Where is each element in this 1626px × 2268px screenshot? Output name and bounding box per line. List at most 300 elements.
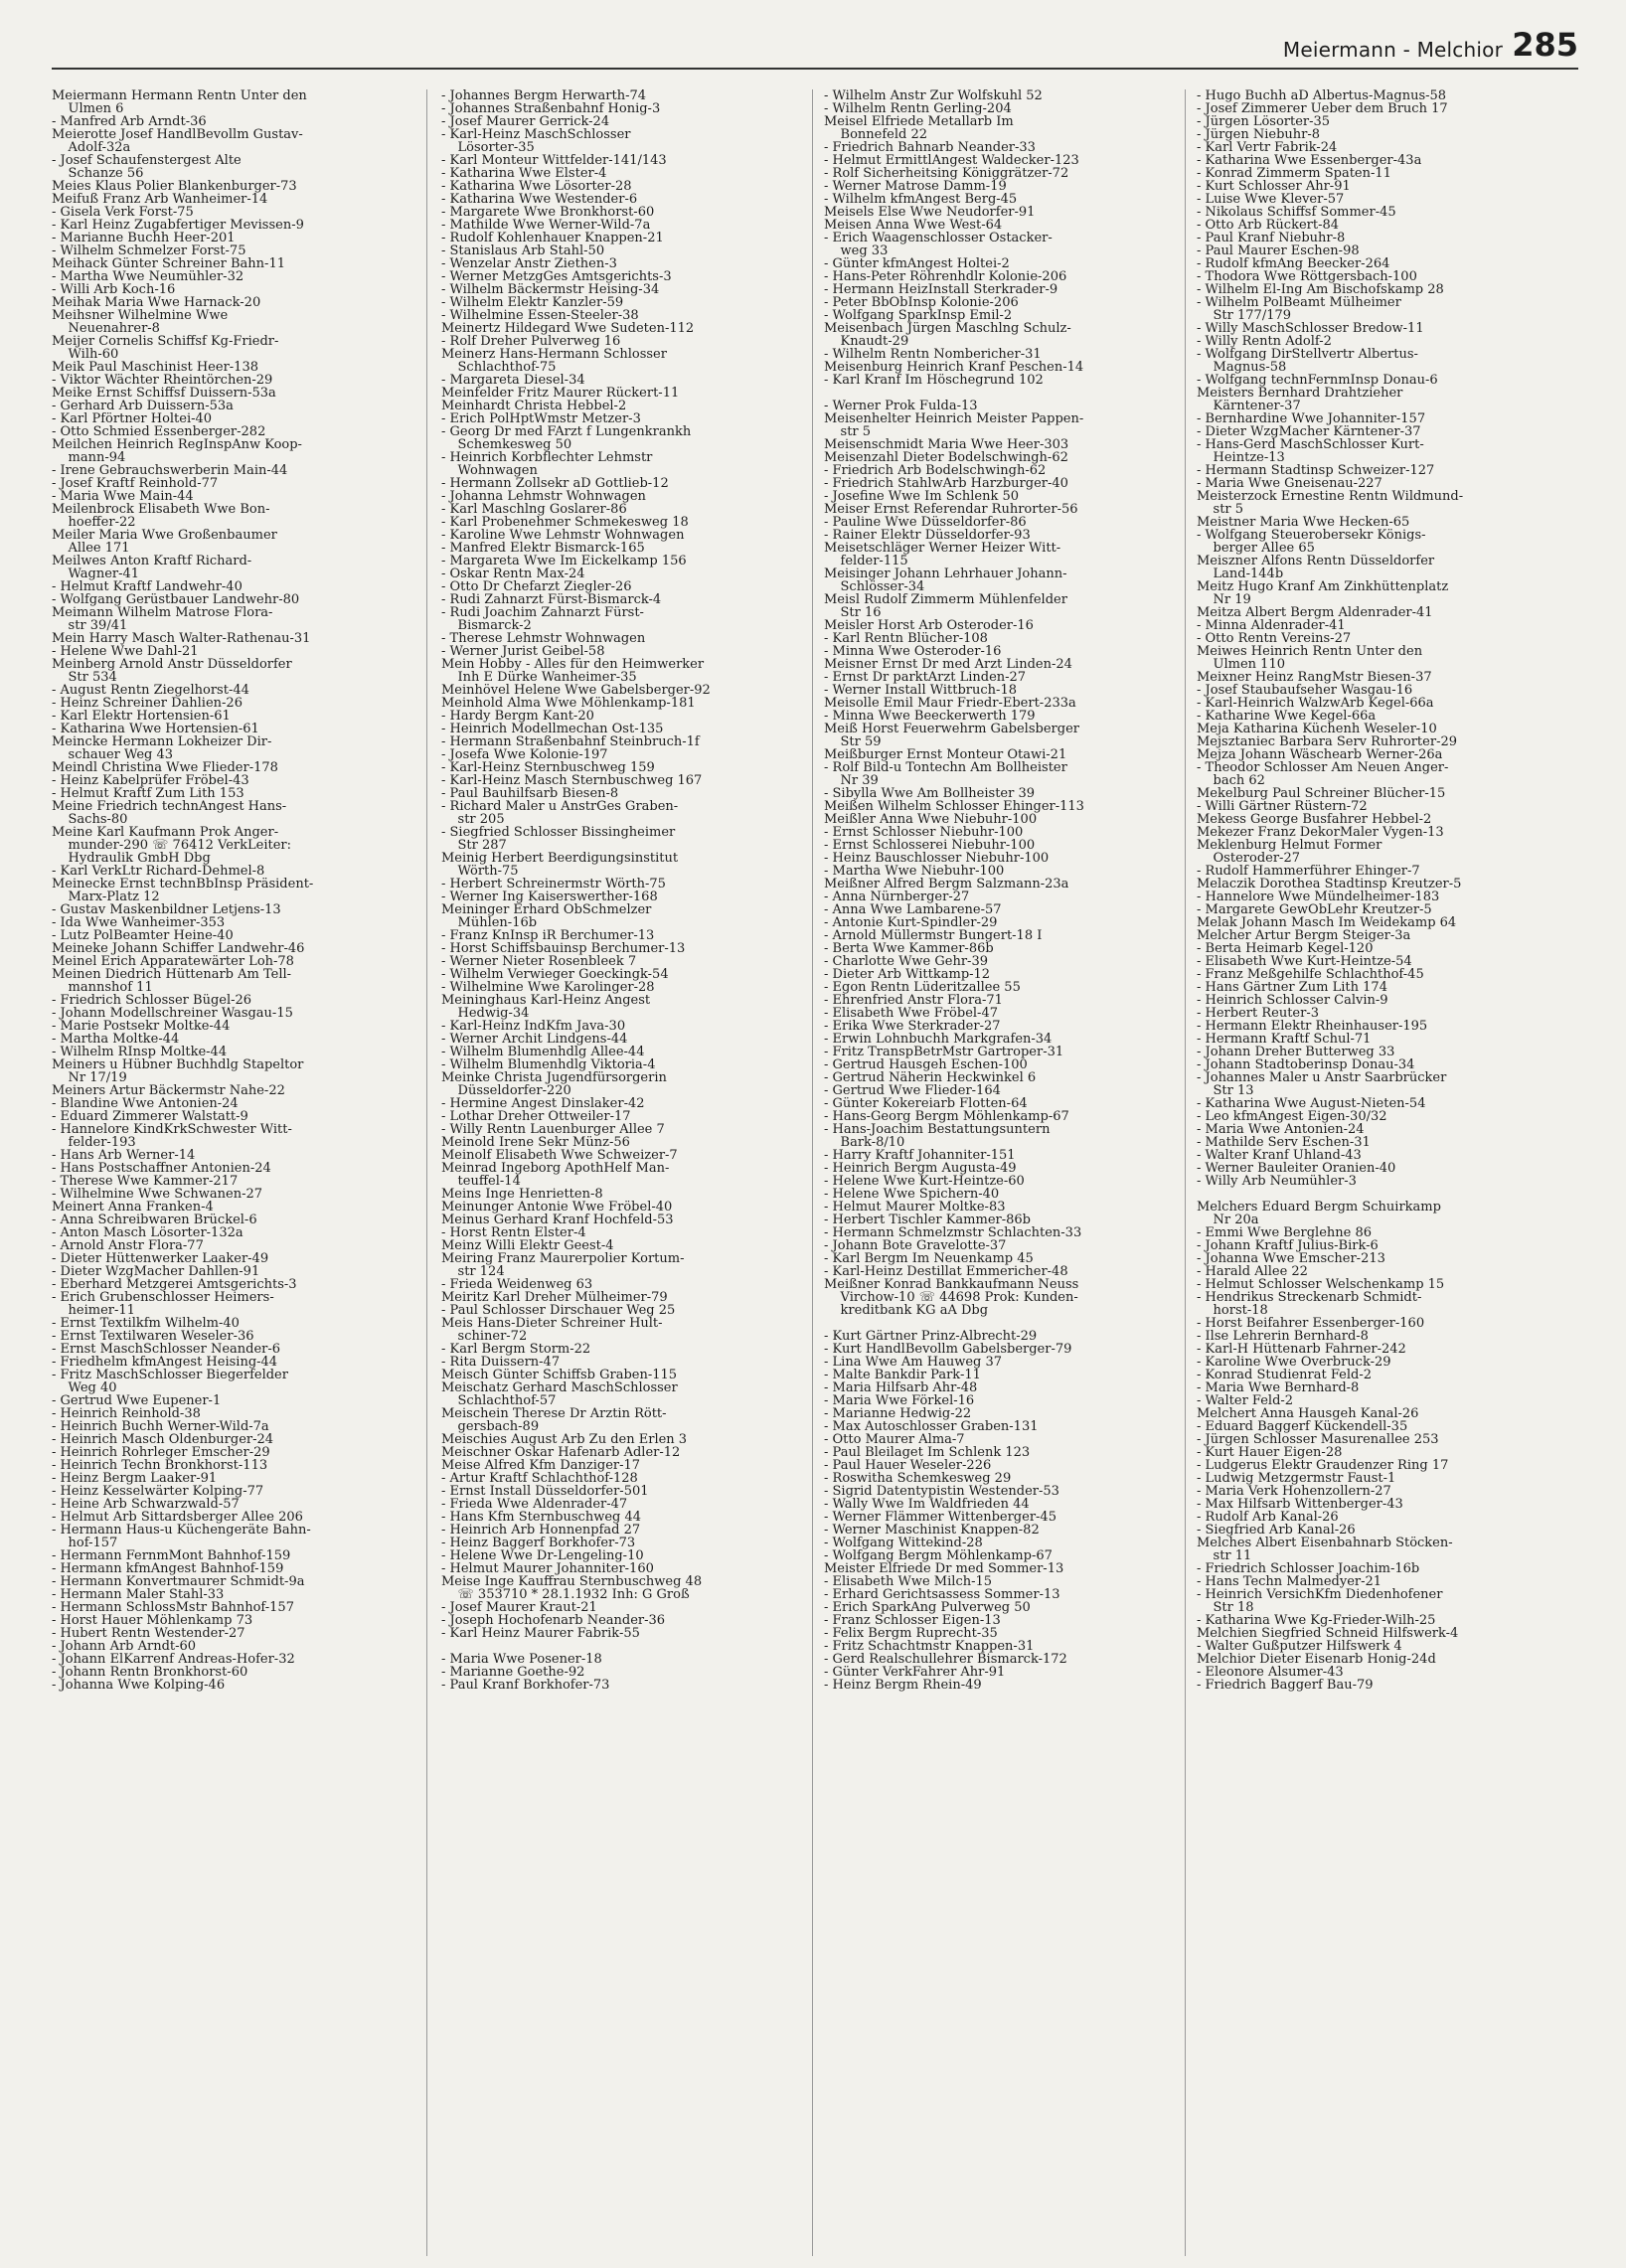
directory-entry: - Gertrud Näherin Heckwinkel 6: [824, 1071, 1037, 1084]
directory-entry: - Konrad Studienrat Feld-2: [1197, 1369, 1373, 1381]
directory-entry: Wagner-41: [52, 567, 140, 580]
directory-entry: - Margareta Wwe Im Eickelkamp 156: [441, 555, 687, 567]
directory-entry: - Johann Stadtoberinsp Donau-34: [1197, 1058, 1415, 1071]
directory-entry: - Maria Wwe Posener-18: [441, 1653, 602, 1666]
directory-entry: - Hans Arb Werner-14: [52, 1149, 196, 1162]
directory-entry: ☏ 353710 * 28.1.1932 Inh: G Groß: [441, 1588, 690, 1601]
directory-entry: - Karl Kranf Im Höschegrund 102: [824, 374, 1044, 387]
directory-entry: - Heinz Kabelprüfer Fröbel-43: [52, 774, 249, 787]
directory-entry: - Hans Kfm Sternbuschweg 44: [441, 1511, 642, 1524]
directory-entry: - Wilhelm kfmAngest Berg-45: [824, 193, 1018, 206]
directory-entry: Meise Alfred Kfm Danziger-17: [441, 1459, 641, 1472]
directory-entry: - Marianne Buchh Heer-201: [52, 232, 236, 244]
directory-entry: [441, 1640, 801, 1653]
directory-entry: - Helmut ErmittlAngest Waldecker-123: [824, 154, 1079, 167]
directory-entry: - Berta Heimarb Kegel-120: [1197, 942, 1374, 955]
directory-entry: Meise Inge Kauffrau Sternbuschweg 48: [441, 1575, 703, 1588]
directory-entry: [1197, 1188, 1556, 1201]
directory-entry: - Josef Schaufenstergest Alte: [52, 154, 242, 167]
directory-entry: Meisetschläger Werner Heizer Witt-: [824, 542, 1061, 555]
directory-entry: - Franz Meßgehilfe Schlachthof-45: [1197, 968, 1424, 981]
directory-entry: Str 18: [1197, 1601, 1254, 1614]
directory-entry: - Paul Bleilaget Im Schlenk 123: [824, 1446, 1031, 1459]
directory-entry: Sachs-80: [52, 813, 128, 826]
directory-entry: - Thodora Wwe Röttgersbach-100: [1197, 270, 1417, 283]
directory-entry: Meisenzahl Dieter Bodelschwingh-62: [824, 451, 1068, 464]
directory-entry: Meiler Maria Wwe Großenbaumer: [52, 529, 277, 542]
directory-entry: - Otto Rentn Vereins-27: [1197, 632, 1352, 645]
directory-entry: Meiritz Karl Dreher Mülheimer-79: [441, 1291, 668, 1304]
directory-entry: - Katharina Wwe Westender-6: [441, 193, 638, 206]
directory-entry: Str 13: [1197, 1084, 1254, 1097]
directory-entry: - Josefine Wwe Im Schlenk 50: [824, 490, 1020, 503]
directory-entry: - Egon Rentn Lüderitzallee 55: [824, 981, 1021, 994]
page-number: 285: [1512, 26, 1578, 64]
directory-entry: - Gertrud Wwe Eupener-1: [52, 1394, 222, 1407]
directory-entry: - Mathilde Serv Eschen-31: [1197, 1136, 1371, 1149]
directory-entry: - Karl-Heinz MaschSchlosser: [441, 128, 631, 141]
directory-entry: - Harry Kraftf Johanniter-151: [824, 1149, 1016, 1162]
running-head: Meiermann - Melchior: [1282, 38, 1503, 62]
directory-entry: Meinhövel Helene Wwe Gabelsberger-92: [441, 684, 711, 697]
directory-entry: - Johanna Wwe Emscher-213: [1197, 1252, 1385, 1265]
directory-entry: - Werner Install Wittbruch-18: [824, 684, 1017, 697]
directory-entry: Meisels Else Wwe Neudorfer-91: [824, 206, 1036, 219]
directory-entry: - Wilhelmine Wwe Schwanen-27: [52, 1188, 263, 1201]
directory-entry: Melchien Siegfried Schneid Hilfswerk-4: [1197, 1627, 1459, 1640]
header-rule: [52, 68, 1578, 70]
directory-entry: - Helene Wwe Spichern-40: [824, 1188, 1000, 1201]
directory-entry: - Dieter Arb Wittkamp-12: [824, 968, 991, 981]
directory-entry: Meihack Günter Schreiner Bahn-11: [52, 257, 285, 270]
directory-entry: Meisel Elfriede Metallarb Im: [824, 115, 1014, 128]
directory-entry: - Katharine Wwe Kegel-66a: [1197, 710, 1377, 723]
directory-entry: - Wilhelm El-Ing Am Bischofskamp 28: [1197, 283, 1444, 296]
directory-entry: Bark-8/10: [824, 1136, 905, 1149]
directory-entry: - Hermann kfmAngest Bahnhof-159: [52, 1562, 284, 1575]
directory-entry: Meischein Therese Dr Ärztin Rött-: [441, 1407, 667, 1420]
directory-entry: - Johannes Bergm Herwarth-74: [441, 89, 647, 102]
directory-entry: - Hermann SchlossMstr Bahnhof-157: [52, 1601, 294, 1614]
directory-entry: Str 59: [824, 735, 882, 748]
directory-entry: Meißner Konrad Bankkaufmann Neuss: [824, 1278, 1079, 1291]
directory-entry: - Paul Schlosser Dirschauer Weg 25: [441, 1304, 676, 1317]
directory-entry: Hedwig-34: [441, 1007, 530, 1020]
directory-entry: - Katharina Wwe Kg-Frieder-Wilh-25: [1197, 1614, 1436, 1627]
directory-entry: - Wilhelmine Essen-Steeler-38: [441, 309, 639, 322]
directory-entry: - Katharina Wwe Lösorter-28: [441, 180, 632, 193]
directory-entry: - Hendrikus Streckenarb Schmidt-: [1197, 1291, 1422, 1304]
directory-entry: - Werner Flämmer Wittenberger-45: [824, 1511, 1057, 1524]
directory-entry: - Elisabeth Wwe Milch-15: [824, 1575, 993, 1588]
directory-entry: - Margareta Diesel-34: [441, 374, 585, 387]
directory-entry: - Jürgen Niebuhr-8: [1197, 128, 1321, 141]
directory-entry: - Frieda Wwe Aldenrader-47: [441, 1498, 628, 1511]
directory-entry: Meinerz Hans-Hermann Schlosser: [441, 348, 667, 361]
directory-entry: - Erich Waagenschlosser Ostacker-: [824, 232, 1053, 244]
directory-entry: - Felix Bergm Ruprecht-35: [824, 1627, 998, 1640]
directory-entry: - Arnold Müllermstr Bungert-18 I: [824, 929, 1043, 942]
directory-entry: Meisenbach Jürgen Maschlng Schulz-: [824, 322, 1071, 335]
directory-entry: - Heinrich VersichKfm Diedenhofener: [1197, 1588, 1443, 1601]
directory-entry: - Wilhelm Anstr Zur Wolfskuhl 52: [824, 89, 1043, 102]
directory-entry: - Werner Nieter Rosenbleek 7: [441, 955, 637, 968]
directory-entry: - Johann Modellschreiner Wasgau-15: [52, 1007, 293, 1020]
directory-entry: Hydraulik GmbH Dbg: [52, 852, 211, 865]
directory-entry: - Friedrich Arb Bodelschwingh-62: [824, 464, 1047, 477]
directory-entry: - Werner Jurist Geibel-58: [441, 645, 605, 658]
directory-entry: - Wolfgang DirStellvertr Albertus-: [1197, 348, 1418, 361]
directory-entry: - Elisabeth Wwe Kurt-Heintze-54: [1197, 955, 1412, 968]
directory-entry: - Hermann Haus-u Küchengeräte Bahn-: [52, 1524, 311, 1537]
directory-entry: Meisenhelter Heinrich Meister Pappen-: [824, 412, 1084, 425]
directory-entry: Düsseldorfer-220: [441, 1084, 571, 1097]
directory-entry: - Rudi Zahnarzt Fürst-Bismarck-4: [441, 593, 662, 606]
directory-entry: - Wolfgang SparkInsp Emil-2: [824, 309, 1013, 322]
directory-entry: - Otto Dr Chefarzt Ziegler-26: [441, 580, 632, 593]
directory-entry: - Karl-Heinrich WalzwArb Kegel-66a: [1197, 697, 1434, 710]
directory-entry: Allee 171: [52, 542, 130, 555]
directory-entry: - Siegfried Arb Kanal-26: [1197, 1524, 1356, 1537]
directory-entry: - Minna Aldenrader-41: [1197, 619, 1346, 632]
directory-entry: - Hubert Rentn Westender-27: [52, 1627, 245, 1640]
directory-entry: Meißen Wilhelm Schlosser Ehinger-113: [824, 800, 1084, 813]
directory-entry: - Ernst Textilkfm Wilhelm-40: [52, 1317, 240, 1330]
directory-entry: Meindl Christina Wwe Flieder-178: [52, 761, 278, 774]
directory-entry: str 124: [441, 1265, 505, 1278]
directory-entry: Meinel Erich Apparatewärter Loh-78: [52, 955, 294, 968]
directory-entry: - Ehrenfried Anstr Flora-71: [824, 994, 1003, 1007]
directory-entry: - Günter kfmAngest Holtei-2: [824, 257, 1010, 270]
directory-entry: Meijer Cornelis Schiffsf Kg-Friedr-: [52, 335, 279, 348]
directory-entry: - Ilse Lehrerin Bernhard-8: [1197, 1330, 1369, 1343]
directory-entry: - Wilhelm Blumenhdlg Allee-44: [441, 1046, 645, 1058]
directory-entry: - Viktor Wächter Rheintörchen-29: [52, 374, 273, 387]
directory-entry: - Ludgerus Elektr Graudenzer Ring 17: [1197, 1459, 1449, 1472]
directory-entry: - Johanna Lehmstr Wohnwagen: [441, 490, 646, 503]
directory-entry: - Horst Beifahrer Essenberger-160: [1197, 1317, 1425, 1330]
directory-entry: - Fritz MaschSchlosser Biegerfelder: [52, 1369, 288, 1381]
directory-entry: - Lina Wwe Am Hauweg 37: [824, 1356, 1003, 1369]
directory-entry: - Minna Wwe Beeckerwerth 179: [824, 710, 1036, 723]
directory-entry: - Rolf Sicherheitsing Königgrätzer-72: [824, 167, 1069, 180]
directory-entry: - Gertrud Wwe Flieder-164: [824, 1084, 1001, 1097]
directory-entry: - Willy Arb Neumühler-3: [1197, 1175, 1357, 1188]
directory-entry: Meischatz Gerhard MaschSchlosser: [441, 1381, 678, 1394]
directory-entry: - Katharina Wwe August-Nieten-54: [1197, 1097, 1426, 1110]
directory-entry: Adolf-32a: [52, 141, 131, 154]
directory-entry: - Dieter WzgMacher Kärntener-37: [1197, 425, 1421, 438]
directory-entry: Meies Klaus Polier Blankenburger-73: [52, 180, 297, 193]
directory-entry: - Pauline Wwe Düsseldorfer-86: [824, 516, 1027, 529]
directory-entry: Kärntener-37: [1197, 400, 1301, 412]
directory-entry: - Maria Wwe Bernhard-8: [1197, 1381, 1360, 1394]
directory-entry: - Wilhelm RInsp Moltke-44: [52, 1046, 228, 1058]
directory-entry: Wohnwagen: [441, 464, 538, 477]
directory-entry: munder-290 ☏ 76412 VerkLeiter:: [52, 839, 292, 852]
directory-entry: - Siegfried Schlosser Bissingheimer: [441, 826, 676, 839]
directory-entry: Meinhold Alma Wwe Möhlenkamp-181: [441, 697, 696, 710]
directory-entry: - Hermine Angest Dinslaker-42: [441, 1097, 645, 1110]
directory-entry: - Frieda Weidenweg 63: [441, 1278, 593, 1291]
directory-entry: - Willi Arb Koch-16: [52, 283, 176, 296]
directory-entry: - Hans-Gerd MaschSchlosser Kurt-: [1197, 438, 1424, 451]
directory-entry: - Charlotte Wwe Gehr-39: [824, 955, 988, 968]
directory-entry: - Wilhelm Schmelzer Forst-75: [52, 244, 246, 257]
directory-entry: - Heinz Bauschlosser Niebuhr-100: [824, 852, 1050, 865]
directory-entry: Meister Elfriede Dr med Sommer-13: [824, 1562, 1064, 1575]
directory-entry: - Wolfgang Steuerobersekr Königs-: [1197, 529, 1426, 542]
directory-entry: - Werner Bauleiter Oranien-40: [1197, 1162, 1396, 1175]
directory-entry: - Ludwig Metzgermstr Faust-1: [1197, 1472, 1396, 1485]
directory-entry: - Heinz Bergm Laaker-91: [52, 1472, 218, 1485]
directory-entry: - Karl-Heinz Sternbuschweg 159: [441, 761, 655, 774]
directory-entry: - Josef Zimmerer Ueber dem Bruch 17: [1197, 102, 1448, 115]
directory-entry: - Stanislaus Arb Stahl-50: [441, 244, 605, 257]
directory-entry: - Ernst Schlosser Niebuhr-100: [824, 826, 1024, 839]
directory-entry: Heintze-13: [1197, 451, 1285, 464]
directory-entry: - Anna Wwe Lambarene-57: [824, 903, 1002, 916]
directory-entry: - Hans Postschaffner Antonien-24: [52, 1162, 271, 1175]
directory-entry: Mejsztaniec Barbara Serv Ruhrorter-29: [1197, 735, 1457, 748]
directory-entry: - Paul Kranf Borkhofer-73: [441, 1679, 610, 1692]
directory-entry: Nr 39: [824, 774, 879, 787]
directory-entry: - Friedrich Schlosser Joachim-16b: [1197, 1562, 1420, 1575]
directory-entry: - Artur Kraftf Schlachthof-128: [441, 1472, 638, 1485]
directory-entry: Melaczik Dorothea Stadtinsp Kreutzer-5: [1197, 878, 1462, 891]
directory-entry: Meinberg Arnold Anstr Düsseldorfer: [52, 658, 292, 671]
directory-entry: - Margarete GewObLehr Kreutzer-5: [1197, 903, 1432, 916]
directory-entry: - Sibylla Wwe Am Bollheister 39: [824, 787, 1036, 800]
directory-entry: - Eleonore Alsumer-43: [1197, 1666, 1344, 1679]
directory-entry: - Anna Schreibwaren Brückel-6: [52, 1214, 257, 1226]
directory-entry: - Karoline Wwe Overbruck-29: [1197, 1356, 1391, 1369]
directory-entry: - Rolf Dreher Pulverweg 16: [441, 335, 621, 348]
directory-entry: Mekezer Franz DekorMaler Vygen-13: [1197, 826, 1444, 839]
directory-entry: - Georg Dr med FArzt f Lungenkrankh: [441, 425, 692, 438]
directory-entry: Meins Inge Henrietten-8: [441, 1188, 603, 1201]
directory-entry: - Karl-Heinz Masch Sternbuschweg 167: [441, 774, 703, 787]
directory-entry: Meimann Wilhelm Matrose Flora-: [52, 606, 273, 619]
directory-entry: - Arnold Anstr Flora-77: [52, 1239, 204, 1252]
directory-entry: - Heinz Schreiner Dahlien-26: [52, 697, 243, 710]
directory-entry: - Wolfgang Wittekind-28: [824, 1537, 983, 1549]
directory-entry: - Johann Dreher Butterweg 33: [1197, 1046, 1395, 1058]
directory-entry: - Maria Hilfsarb Ahr-48: [824, 1381, 978, 1394]
directory-entry: - Martha Moltke-44: [52, 1033, 180, 1046]
directory-entry: - Helmut Maurer Johanniter-160: [441, 1562, 654, 1575]
directory-entry: - Dieter Hüttenwerker Laaker-49: [52, 1252, 269, 1265]
directory-entry: Melches Albert Eisenbahnarb Stöcken-: [1197, 1537, 1453, 1549]
directory-entry: - Gustav Maskenbildner Letjens-13: [52, 903, 281, 916]
directory-entry: Meilchen Heinrich RegInspAnw Koop-: [52, 438, 302, 451]
directory-entry: - Heinrich Schlosser Calvin-9: [1197, 994, 1388, 1007]
directory-entry: - Nikolaus Schiffsf Sommer-45: [1197, 206, 1396, 219]
directory-entry: - Willy Rentn Adolf-2: [1197, 335, 1332, 348]
directory-entry: schauer Weg 43: [52, 748, 174, 761]
directory-entry: - Wilhelm Bäckermstr Heising-34: [441, 283, 660, 296]
directory-entry: - Erich Grubenschlosser Heimers-: [52, 1291, 274, 1304]
directory-entry: - Luise Wwe Klever-57: [1197, 193, 1345, 206]
directory-entry: Melchert Anna Hausgeh Kanal-26: [1197, 1407, 1419, 1420]
directory-entry: Meißner Alfred Bergm Salzmann-23a: [824, 878, 1069, 891]
directory-entry: Meisl Rudolf Zimmerm Mühlenfelder: [824, 593, 1067, 606]
directory-entry: Meilwes Anton Kraftf Richard-: [52, 555, 252, 567]
directory-entry: Meitz Hugo Kranf Am Zinkhüttenplatz: [1197, 580, 1449, 593]
directory-entry: - Gertrud Hausgeh Eschen-100: [824, 1058, 1028, 1071]
directory-entry: horst-18: [1197, 1304, 1268, 1317]
directory-entry: - Antonie Kurt-Spindler-29: [824, 916, 998, 929]
directory-entry: - Emmi Wwe Berglehne 86: [1197, 1226, 1373, 1239]
directory-entry: Wörth-75: [441, 865, 519, 878]
directory-entry: - August Rentn Ziegelhorst-44: [52, 684, 249, 697]
directory-entry: - Josef Maurer Kraut-21: [441, 1601, 597, 1614]
directory-entry: Meineke Johann Schiffer Landwehr-46: [52, 942, 305, 955]
directory-entry: Meierotte Josef HandlBevollm Gustav-: [52, 128, 303, 141]
directory-columns: [52, 89, 1578, 2256]
directory-entry: - Karl VerkLtr Richard-Dehmel-8: [52, 865, 265, 878]
directory-entry: - Martha Wwe Niebuhr-100: [824, 865, 1005, 878]
directory-entry: - Walter Feld-2: [1197, 1394, 1294, 1407]
directory-entry: - Heine Arb Schwarzwald-57: [52, 1498, 240, 1511]
directory-entry: - Friedrich Bahnarb Neander-33: [824, 141, 1036, 154]
directory-entry: - Wolfgang technFernmInsp Donau-6: [1197, 374, 1438, 387]
directory-entry: - Hans Gärtner Zum Lith 174: [1197, 981, 1387, 994]
page-header: [52, 26, 1578, 70]
directory-entry: Nr 19: [1197, 593, 1251, 606]
directory-entry: - Johann Kraftf Julius-Birk-6: [1197, 1239, 1379, 1252]
directory-entry: - Marie Postsekr Moltke-44: [52, 1020, 231, 1033]
column-1: [52, 89, 411, 1692]
directory-entry: Schanze 56: [52, 167, 144, 180]
directory-entry: - Johann Rentn Bronkhorst-60: [52, 1666, 248, 1679]
directory-entry: Meinfelder Fritz Maurer Rückert-11: [441, 387, 680, 400]
directory-entry: Meja Katharina Küchenh Weseler-10: [1197, 723, 1437, 735]
directory-entry: Meininger Erhard ObSchmelzer: [441, 903, 652, 916]
directory-entry: - Rolf Bild-u Tontechn Am Bollheister: [824, 761, 1067, 774]
directory-entry: - Karoline Wwe Lehmstr Wohnwagen: [441, 529, 685, 542]
directory-entry: - Max Autoschlosser Graben-131: [824, 1420, 1039, 1433]
directory-entry: - Heinrich Modellmechan Ost-135: [441, 723, 664, 735]
directory-entry: Marx-Platz 12: [52, 891, 160, 903]
directory-entry: Meine Friedrich technAngest Hans-: [52, 800, 287, 813]
directory-entry: Mekelburg Paul Schreiner Blücher-15: [1197, 787, 1446, 800]
directory-entry: Meinhardt Christa Hebbel-2: [441, 400, 627, 412]
directory-entry: Meiring Franz Maurerpolier Kortum-: [441, 1252, 685, 1265]
directory-entry: hoeffer-22: [52, 516, 136, 529]
directory-entry: - Werner Matrose Damm-19: [824, 180, 1007, 193]
directory-entry: Meitza Albert Bergm Aldenrader-41: [1197, 606, 1433, 619]
directory-entry: - Martha Wwe Neumühler-32: [52, 270, 244, 283]
directory-entry: - Eberhard Metzgerei Amtsgerichts-3: [52, 1278, 297, 1291]
directory-entry: Meißburger Ernst Monteur Otawi-21: [824, 748, 1067, 761]
directory-entry: - Johanna Wwe Kolping-46: [52, 1679, 226, 1692]
directory-entry: Meisenschmidt Maria Wwe Heer-303: [824, 438, 1069, 451]
directory-entry: - Oskar Rentn Max-24: [441, 567, 585, 580]
directory-entry: - Heinrich Buchh Werner-Wild-7a: [52, 1420, 269, 1433]
directory-entry: Melcher Artur Bergm Steiger-3a: [1197, 929, 1411, 942]
directory-entry: bach 62: [1197, 774, 1265, 787]
directory-entry: - Heinrich Bergm Augusta-49: [824, 1162, 1017, 1175]
directory-entry: - Günter VerkFahrer Ahr-91: [824, 1666, 1006, 1679]
directory-entry: - Otto Schmied Essenberger-282: [52, 425, 266, 438]
directory-entry: - Max Hilfsarb Wittenberger-43: [1197, 1498, 1403, 1511]
directory-entry: - Josef Staubaufseher Wasgau-16: [1197, 684, 1413, 697]
directory-entry: - Friedrich Schlosser Bügel-26: [52, 994, 252, 1007]
directory-entry: - Herbert Reuter-3: [1197, 1007, 1320, 1020]
directory-entry: Nr 20a: [1197, 1214, 1259, 1226]
directory-entry: Meifuß Franz Arb Wanheimer-14: [52, 193, 268, 206]
directory-entry: Meis Hans-Dieter Schreiner Hult-: [441, 1317, 663, 1330]
directory-entry: - Friedhelm kfmAngest Heising-44: [52, 1356, 278, 1369]
directory-entry: - Werner Prok Fulda-13: [824, 400, 978, 412]
directory-entry: - Josef Maurer Gerrick-24: [441, 115, 610, 128]
directory-entry: Meiners u Hübner Buchhdlg Stapeltor: [52, 1058, 304, 1071]
directory-entry: - Sigrid Datentypistin Westender-53: [824, 1485, 1059, 1498]
directory-entry: - Karl Pförtner Holtei-40: [52, 412, 213, 425]
directory-entry: - Hans-Peter Röhrenhdlr Kolonie-206: [824, 270, 1067, 283]
directory-entry: weg 33: [824, 244, 889, 257]
directory-entry: - Erhard Gerichtsassess Sommer-13: [824, 1588, 1060, 1601]
directory-entry: - Wolfgang Bergm Möhlenkamp-67: [824, 1549, 1053, 1562]
directory-entry: - Gisela Verk Forst-75: [52, 206, 194, 219]
directory-entry: Melchior Dieter Eisenarb Honig-24d: [1197, 1653, 1436, 1666]
directory-entry: - Malte Bankdir Park-11: [824, 1369, 981, 1381]
directory-entry: Str 16: [824, 606, 882, 619]
directory-entry: - Hans-Joachim Bestattungsuntern: [824, 1123, 1051, 1136]
directory-entry: schiner-72: [441, 1330, 528, 1343]
directory-entry: hof-157: [52, 1537, 118, 1549]
directory-entry: mann-94: [52, 451, 126, 464]
directory-entry: str 205: [441, 813, 505, 826]
directory-entry: - Konrad Zimmerm Spaten-11: [1197, 167, 1391, 180]
directory-entry: - Heinrich Korbflechter Lehmstr: [441, 451, 653, 464]
directory-entry: - Karl-Heinz Destillat Emmericher-48: [824, 1265, 1068, 1278]
directory-entry: - Hannelore KindKrkSchwester Witt-: [52, 1123, 292, 1136]
directory-entry: - Fritz Schachtmstr Knappen-31: [824, 1640, 1035, 1653]
directory-entry: Meihak Maria Wwe Harnack-20: [52, 296, 261, 309]
directory-entry: - Paul Hauer Weseler-226: [824, 1459, 992, 1472]
directory-entry: [824, 387, 1184, 400]
directory-entry: - Maria Wwe Gneisenau-227: [1197, 477, 1382, 490]
directory-entry: - Kurt Gärtner Prinz-Albrecht-29: [824, 1330, 1038, 1343]
directory-entry: felder-193: [52, 1136, 136, 1149]
directory-entry: - Marianne Hedwig-22: [824, 1407, 972, 1420]
directory-entry: - Erich PolHptWmstr Metzer-3: [441, 412, 641, 425]
directory-entry: Lösorter-35: [441, 141, 535, 154]
directory-entry: Meixner Heinz RangMstr Biesen-37: [1197, 671, 1432, 684]
directory-entry: - Blandine Wwe Antonien-24: [52, 1097, 239, 1110]
directory-entry: mannshof 11: [52, 981, 153, 994]
directory-entry: str 39/41: [52, 619, 128, 632]
directory-entry: - Johann Bote Gravelotte-37: [824, 1239, 1007, 1252]
directory-entry: - Lothar Dreher Ottweiler-17: [441, 1110, 631, 1123]
directory-entry: - Heinrich Techn Bronkhorst-113: [52, 1459, 268, 1472]
directory-entry: Meischner Oskar Hafenarb Adler-12: [441, 1446, 681, 1459]
directory-entry: Ulmen 6: [52, 102, 124, 115]
directory-entry: - Ernst Schlosserei Niebuhr-100: [824, 839, 1036, 852]
directory-entry: - Wally Wwe Im Waldfrieden 44: [824, 1498, 1030, 1511]
directory-entry: - Horst Schiffsbauinsp Berchumer-13: [441, 942, 686, 955]
directory-entry: - Karl Vertr Fabrik-24: [1197, 141, 1338, 154]
directory-entry: - Berta Wwe Kammer-86b: [824, 942, 994, 955]
directory-entry: - Herbert Tischler Kammer-86b: [824, 1214, 1031, 1226]
directory-entry: teuffel-14: [441, 1175, 521, 1188]
directory-entry: - Fritz TranspBetrMstr Gartroper-31: [824, 1046, 1064, 1058]
directory-entry: - Walter Gußputzer Hilfswerk 4: [1197, 1640, 1402, 1653]
directory-entry: Knaudt-29: [824, 335, 909, 348]
directory-entry: - Ernst Dr parktArzt Linden-27: [824, 671, 1027, 684]
